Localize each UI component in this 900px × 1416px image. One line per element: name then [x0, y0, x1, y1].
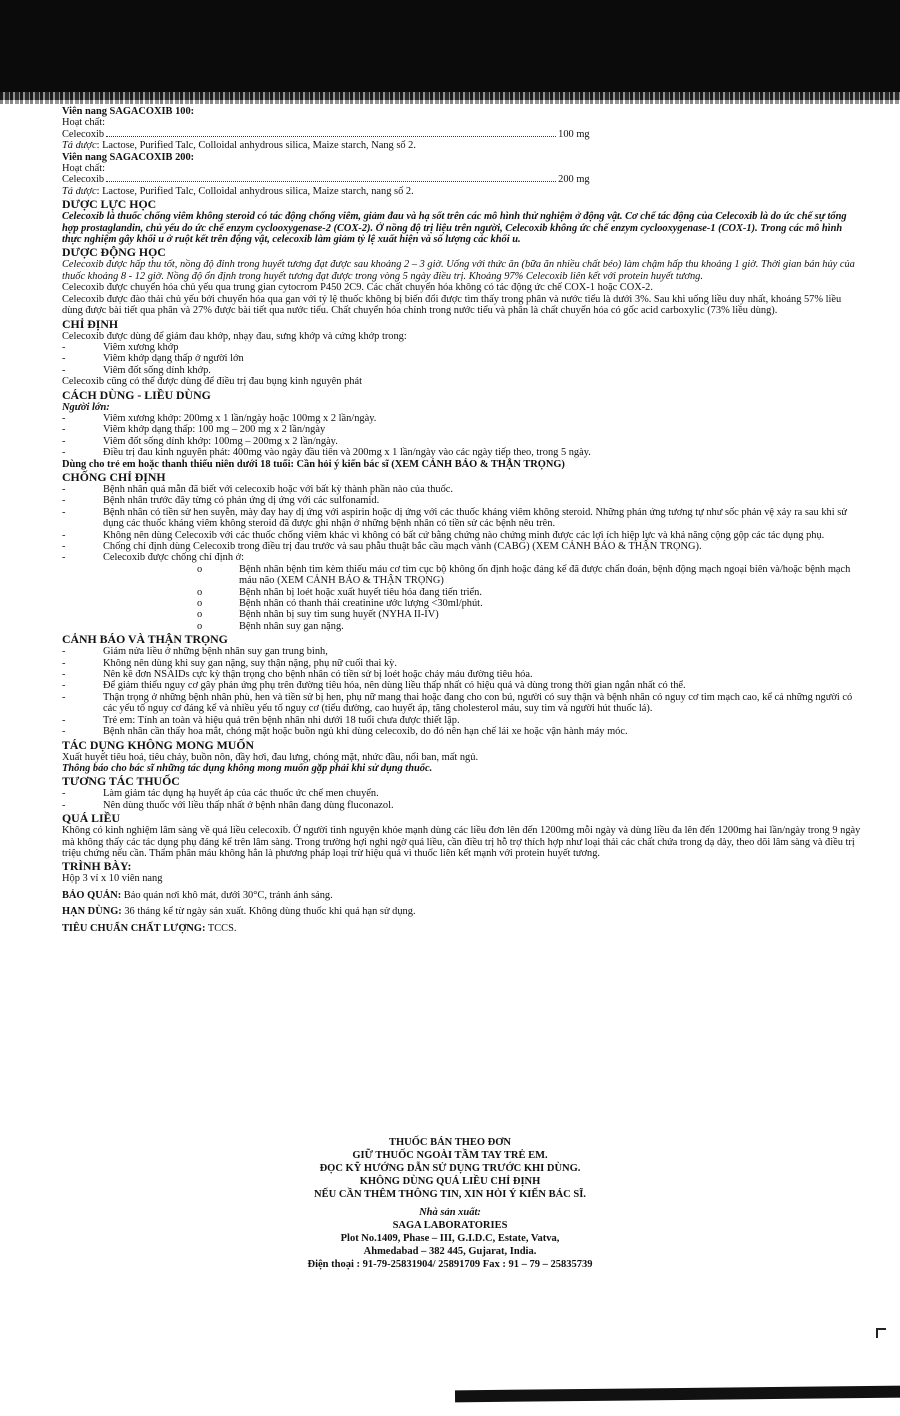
ingredient-amount: 200 mg	[558, 174, 590, 186]
manufacturer-name: SAGA LABORATORIES	[392, 1220, 508, 1231]
list-item: - Thận trọng ở những bệnh nhân phù, hen và tiền sử bị hen, phụ nữ mang thai hoặc đang cho con bú, người có suy thận và bệnh nhân có nguy cơ tim mạch cao, kể cả những người có các yếu tố nguy cơ đáng kể và nhiều yếu tố nguy cơ (tiểu đường, cao huyết áp, tăng cholesterol máu, suy tim và người hút thuốc lá).	[62, 691, 853, 715]
leader-dots	[106, 136, 556, 137]
manufacturer-label: Nhà sản xuất:	[419, 1207, 481, 1218]
pharmacokinetics-heading: DƯỢC ĐỘNG HỌC	[62, 245, 166, 260]
list-item: - Nên kê đơn NSAIDs cực kỳ thận trọng cho bệnh nhân có tiền sử bị loét hoặc chảy máu đường tiêu hóa.	[62, 669, 533, 681]
list-item: - Nên dùng thuốc với liều thấp nhất ở bệnh nhân đang dùng fluconazol.	[62, 799, 394, 811]
ingredient-name: Celecoxib	[62, 174, 105, 186]
list-item: - Điều trị đau kinh nguyên phát: 400mg vào ngày đầu tiên và 200mg x 1 lần/ngày vào các ngày tiếp theo, trong 5 ngày.	[62, 447, 591, 459]
warnings-heading: CẢNH BÁO VÀ THẬN TRỌNG	[62, 632, 228, 647]
manufacturer-phone: Điện thoại : 91-79-25831904/ 25891709 Fax : 91 – 79 – 25835739	[307, 1259, 593, 1270]
footer-warning: ĐỌC KỸ HƯỚNG DẪN SỬ DỤNG TRƯỚC KHI DÙNG.	[319, 1163, 581, 1174]
manufacturer-address-1: Plot No.1409, Phase – III, G.I.D.C, Estate, Vatva,	[340, 1233, 560, 1244]
sub-list-item: o Bệnh nhân bệnh tim kèm thiếu máu cơ tim cục bộ không ổn định hoặc đáng kể đã được chẩn đoán, bệnh động mạch ngoại biên và/hoặc bệnh mạch máu não (XEM CẢNH BÁO & THẬN TRỌNG)	[197, 563, 851, 587]
footer-warning: NẾU CẦN THÊM THÔNG TIN, XIN HỎI Ý KIẾN BÁC SĨ.	[314, 1189, 586, 1200]
list-item: - Viêm khớp dạng thấp: 100 mg – 200 mg x 2 lần/ngày	[62, 424, 326, 436]
list-item: - Bệnh nhân cần thấy hoa mắt, chóng mặt hoặc buồn ngủ khi dùng celecoxib, do đó nên hạn chế lái xe hoặc vận hành máy móc.	[62, 726, 628, 738]
overdose-heading: QUÁ LIỀU	[62, 811, 121, 826]
pharmacodynamics-text: Celecoxib là thuốc chống viêm không steroid có tác động chống viêm, giảm đau và hạ sốt trên các mô hình thử nghiệm ở động vật. Cơ chế tác động của Celecoxib là do ức chế sự tổng hợp prostaglandin, chủ yếu do ức chế enzym cyclooxygenase-2 (COX-2). Ở nồng độ trị liệu trên người, Celecoxib không ức chế enzym cyclooxygenase-1 (COX-1). Trong các mô hình thực nghiệm gây khối u ở ruột kết trên động vật, celecoxib làm giảm tỷ lệ xuất hiện và số lượng các khối u.	[62, 211, 847, 246]
active-ingredient-label-2: Hoạt chất:	[62, 163, 105, 175]
expiry-line: HẠN DÙNG: 36 tháng kể từ ngày sản xuất. Không dùng thuốc khi quá hạn sử dụng.	[62, 906, 416, 918]
excipients-100: Tá dược: Lactose, Purified Talc, Colloidal anhydrous silica, Maize starch, Nang số 2.	[62, 140, 416, 152]
sub-list-item: o Bệnh nhân suy gan nặng.	[197, 620, 344, 632]
redacted-header-bar	[0, 0, 900, 100]
ingredient-amount: 100 mg	[558, 128, 590, 140]
sub-list-item: o Bệnh nhân bị suy tim sung huyết (NYHA II-IV)	[197, 609, 439, 621]
list-item: - Viêm xương khớp	[62, 341, 179, 353]
contraindications-heading: CHỐNG CHỈ ĐỊNH	[62, 469, 166, 484]
pharmacokinetics-text-3: Celecoxib được đào thải chủ yếu bởi chuyển hóa qua gan với tỷ lệ thuốc không bị biến đổi được tìm thấy trong phân và nước tiểu là dưới 3%. Sau khi uống liều duy nhất, khoảng 57% liều dùng được bài tiết qua phân và 27% được bài tiết qua nước tiểu. Chất chuyển hóa chính trong nước tiểu và phân là chất chuyển hóa có gốc acid carboxylic (73% liều dùng).	[62, 293, 842, 317]
side-effects-text: Xuất huyết tiêu hoá, tiêu chảy, buồn nôn, đầy hơi, đau lưng, chóng mặt, nhức đầu, nổi ban, mất ngủ.	[62, 751, 479, 763]
list-item: - Để giảm thiểu nguy cơ gây phản ứng phụ trên đường tiêu hóa, nên dùng liều thấp nhất có hiệu quả và dùng trong thời gian ngắn nhất có thể.	[62, 680, 686, 692]
dosage-adult-label: Người lớn:	[62, 401, 110, 413]
presentation-heading: TRÌNH BÀY:	[62, 859, 132, 874]
list-item: - Viêm đốt sống dính khớp.	[62, 364, 211, 376]
list-item: - Bệnh nhân quá mẫn đã biết với celecoxib hoặc với bất kỳ thành phần nào của thuốc.	[62, 483, 454, 495]
leader-dots	[106, 181, 556, 182]
list-item: - Giảm nửa liều ở những bệnh nhân suy gan trung bình,	[62, 646, 328, 658]
footer-warning: KHÔNG DÙNG QUÁ LIỀU CHỈ ĐỊNH	[359, 1176, 541, 1187]
sub-list-item: o Bệnh nhân bị loét hoặc xuất huyết tiêu hóa đang tiến triển.	[197, 586, 482, 598]
list-item: - Viêm khớp dạng thấp ở người lớn	[62, 353, 244, 365]
list-item: - Bệnh nhân có tiền sử hen suyễn, mày đay hay dị ứng với aspirin hoặc dị ứng với các thuốc kháng viêm không steroid. Những phản ứng tương tự như sốc phản vệ xảy ra sau khi sử dụng các thuốc kháng viêm không steroid đã được ghi nhận ở những bệnh nhân có tiền sử các bệnh nêu trên.	[62, 506, 847, 530]
ingredient-line-200	[62, 174, 862, 185]
pharmacokinetics-text-1: Celecoxib được hấp thu tốt, nồng độ đỉnh trong huyết tương đạt được sau khoảng 2 – 3 giờ. Uống với thức ăn (bữa ăn nhiều chất béo) làm chậm hấp thu khoảng 1 giờ. Thời gian bán hủy của thuốc khoảng 8 - 12 giờ. Nồng độ ổn định trong huyết tương đạt được trong vòng 5 ngày điều trị. Khoảng 97% Celecoxib liên kết với protein huyết tương.	[62, 259, 855, 282]
interactions-heading: TƯƠNG TÁC THUỐC	[62, 774, 180, 789]
leaflet-footer	[0, 1136, 900, 1271]
storage-line: BẢO QUẢN: Bảo quản nơi khô mát, dưới 30°C, tránh ánh sáng.	[62, 889, 333, 901]
indications-heading: CHỈ ĐỊNH	[62, 316, 119, 331]
excipients-200: Tá dược: Lactose, Purified Talc, Colloidal anhydrous silica, Maize starch, nang số 2.	[62, 185, 414, 197]
list-item: - Viêm xương khớp: 200mg x 1 lần/ngày hoặc 100mg x 2 lần/ngày.	[62, 412, 377, 424]
footer-warning: THUỐC BÁN THEO ĐƠN	[388, 1137, 512, 1148]
list-item: - Làm giảm tác dụng hạ huyết áp của các thuốc ức chế men chuyển.	[62, 788, 379, 800]
side-effects-note: Thông báo cho bác sĩ những tác dụng không mong muốn gặp phải khi sử dụng thuốc.	[62, 762, 433, 774]
pharmacodynamics-heading: DƯỢC LỰC HỌC	[62, 197, 157, 212]
list-item: - Celecoxib được chống chỉ định ở:	[62, 552, 244, 564]
standard-line: TIÊU CHUẨN CHẤT LƯỢNG: TCCS.	[62, 922, 237, 934]
manufacturer-address-2: Ahmedabad – 382 445, Gujarat, India.	[363, 1246, 537, 1257]
ingredient-line-100	[62, 129, 862, 140]
dosage-heading: CÁCH DÙNG - LIỀU DÙNG	[62, 387, 211, 402]
list-item: - Trẻ em: Tính an toàn và hiệu quả trên bệnh nhân nhi dưới 18 tuổi chưa được thiết lập.	[62, 714, 460, 726]
scan-noise-edge	[0, 92, 900, 104]
dosage-children: Dùng cho trẻ em hoặc thanh thiếu niên dưới 18 tuổi: Cần hỏi ý kiến bác sĩ (XEM CẢNH BÁO & THẬN TRỌNG)	[62, 458, 565, 470]
list-item: - Viêm đốt sống dính khớp: 100mg – 200mg x 2 lần/ngày.	[62, 435, 338, 447]
list-item: - Chống chỉ định dùng Celecoxib trong điều trị đau trước và sau phẫu thuật bắc cầu mạch vành (CABG) (XEM CẢNH BÁO & THẬN TRỌNG).	[62, 541, 702, 552]
crop-mark	[876, 1328, 886, 1338]
composition-header-200: Viên nang SAGACOXIB 200:	[62, 151, 195, 163]
leaflet-body	[62, 106, 862, 934]
scan-bottom-bar	[455, 1386, 900, 1403]
indications-intro: Celecoxib được dùng để giảm đau khớp, nhạy đau, sưng khớp và cứng khớp trong:	[62, 330, 407, 342]
overdose-text: Không có kinh nghiệm lâm sàng về quá liều celecoxib. Ở người tình nguyện khỏe mạnh dùng các liều đơn lên đến 1200mg mỗi ngày và dùng liều đa lên đến 1200mg hai lần/ngày trong 9 ngày mà không thấy các tác dụng phụ đáng kể trên lâm sàng. Trong trường hợi nghi ngờ quá liều, cần điều trị hỗ trợ thích hợp như loại thải các chất chứa trong dạ dày, theo dõi lâm sàng và điều trị triệu chứng nếu cần. Thẩm phân máu không hẳn là phương pháp loại trừ hiệu quả vì thuốc liên kết mạnh với protein huyết tương.	[62, 825, 861, 859]
ingredient-name: Celecoxib	[62, 128, 105, 140]
footer-warning: GIỮ THUỐC NGOÀI TẦM TAY TRẺ EM.	[352, 1150, 548, 1161]
pharmacokinetics-text-2: Celecoxib được chuyển hóa chủ yếu qua trung gian cytocrom P450 2C9. Các chất chuyển hóa không có tác động ức chế COX-1 hoặc COX-2.	[62, 282, 653, 294]
list-item: - Bệnh nhân trước đây từng có phản ứng dị ứng với các sulfonamid.	[62, 495, 380, 507]
list-item: - Không nên dùng khi suy gan nặng, suy thận nặng, phụ nữ cuối thai kỳ.	[62, 657, 397, 669]
indications-outro: Celecoxib cũng có thể được dùng để điều trị đau bụng kinh nguyên phát	[62, 376, 362, 388]
list-item: - Không nên dùng Celecoxib với các thuốc chống viêm khác vì không có bất cứ bằng chứng nào chứng minh được các lợi ích hiệp lực và khả năng cộng gộp các tác dụng phụ.	[62, 529, 825, 541]
active-ingredient-label: Hoạt chất:	[62, 117, 105, 129]
composition-header-100: Viên nang SAGACOXIB 100:	[62, 106, 195, 117]
sub-list-item: o Bệnh nhân có thanh thải creatinine ước lượng <30ml/phút.	[197, 598, 483, 610]
presentation-text: Hộp 3 vỉ x 10 viên nang	[62, 873, 163, 885]
side-effects-heading: TÁC DỤNG KHÔNG MONG MUỐN	[62, 737, 255, 752]
